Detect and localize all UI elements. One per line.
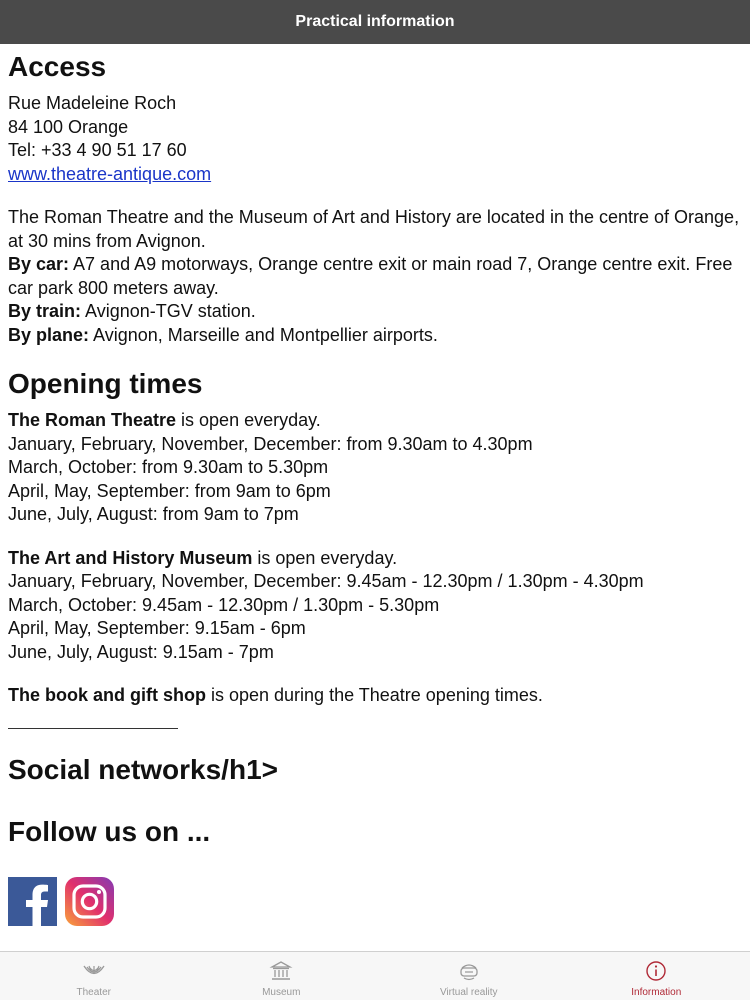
tab-museum[interactable] [188, 952, 376, 1000]
museum-icon [269, 959, 293, 983]
shop-text: is open during the Theatre opening times. [205, 685, 543, 705]
theatre-hours [8, 409, 744, 527]
access-directions [8, 206, 744, 347]
vr-icon [457, 959, 481, 983]
museum-hours-line: June, July, August: 9.15am - 7pm [8, 641, 274, 662]
museum-hours-line: April, May, September: 9.15am - 6pm [8, 618, 306, 638]
opening-heading: Opening times [8, 368, 203, 399]
museum-hours [8, 547, 744, 665]
website-link[interactable]: www.theatre-antique.com [8, 163, 212, 184]
info-icon [644, 959, 668, 983]
divider [8, 728, 178, 729]
theatre-open-text: is open everyday. [176, 410, 321, 430]
instagram-icon[interactable] [65, 877, 114, 926]
by-car [8, 253, 744, 300]
tab-virtual-reality[interactable] [375, 952, 563, 1000]
museum-name: The Art and History Museum [8, 547, 253, 568]
theatre-hours-line: January, February, November, December: from 9.30am to 4.30pm [8, 433, 533, 454]
theatre-hours-line: March, October: from 9.30am to 5.30pm [8, 457, 329, 477]
shop-hours [8, 684, 744, 708]
tab-label: Information [631, 987, 682, 998]
by-train [8, 300, 744, 324]
shop-name: The book and gift shop [8, 685, 206, 705]
facebook-icon[interactable] [8, 877, 57, 926]
tab-label: Museum [262, 987, 301, 998]
by-plane-text: Avignon, Marseille and Montpellier airports. [89, 324, 438, 345]
by-train-label: By train: [8, 301, 82, 321]
tab-label: Theater [76, 987, 111, 998]
theatre-hours-line: June, July, August: from 9am to 7pm [8, 504, 299, 524]
page-title: Practical information [295, 13, 455, 30]
museum-hours-line: March, October: 9.45am - 12.30pm / 1.30pm - 5.30pm [8, 594, 440, 615]
theater-icon [82, 959, 106, 983]
address-line-1: Rue Madeleine Roch [8, 93, 177, 113]
museum-hours-line: January, February, November, December: 9.45am - 12.30pm / 1.30pm - 4.30pm [8, 571, 644, 591]
access-heading: Access [8, 51, 107, 82]
tab-theater[interactable] [0, 952, 188, 1000]
tab-information[interactable] [563, 952, 750, 1000]
by-car-text: A7 and A9 motorways, Orange centre exit or main road 7, Orange centre exit. Free car park 800 meters away. [8, 254, 733, 298]
theatre-name: The Roman Theatre [8, 410, 177, 430]
by-car-label: By car: [8, 254, 70, 274]
tab-label: Virtual reality [439, 987, 498, 998]
follow-heading: Follow us on ... [8, 815, 211, 847]
theatre-hours-line: April, May, September: from 9am to 6pm [8, 480, 331, 501]
nav-bar [0, 0, 750, 44]
telephone[interactable]: Tel: +33 4 90 51 17 60 [8, 140, 187, 160]
access-contact [8, 92, 744, 186]
access-intro: The Roman Theatre and the Museum of Art and History are located in the centre of Orange, at 30 mins from Avignon. [8, 207, 740, 251]
social-heading: Social networks/h1> [8, 753, 278, 785]
by-plane [8, 324, 744, 348]
by-train-text: Avignon-TGV station. [81, 301, 256, 321]
content [8, 50, 744, 926]
address-line-2: 84 100 Orange [8, 116, 129, 137]
social-links [8, 877, 744, 926]
by-plane-label: By plane: [8, 324, 90, 345]
tab-bar [0, 951, 750, 1000]
museum-open-text: is open everyday. [252, 547, 398, 568]
